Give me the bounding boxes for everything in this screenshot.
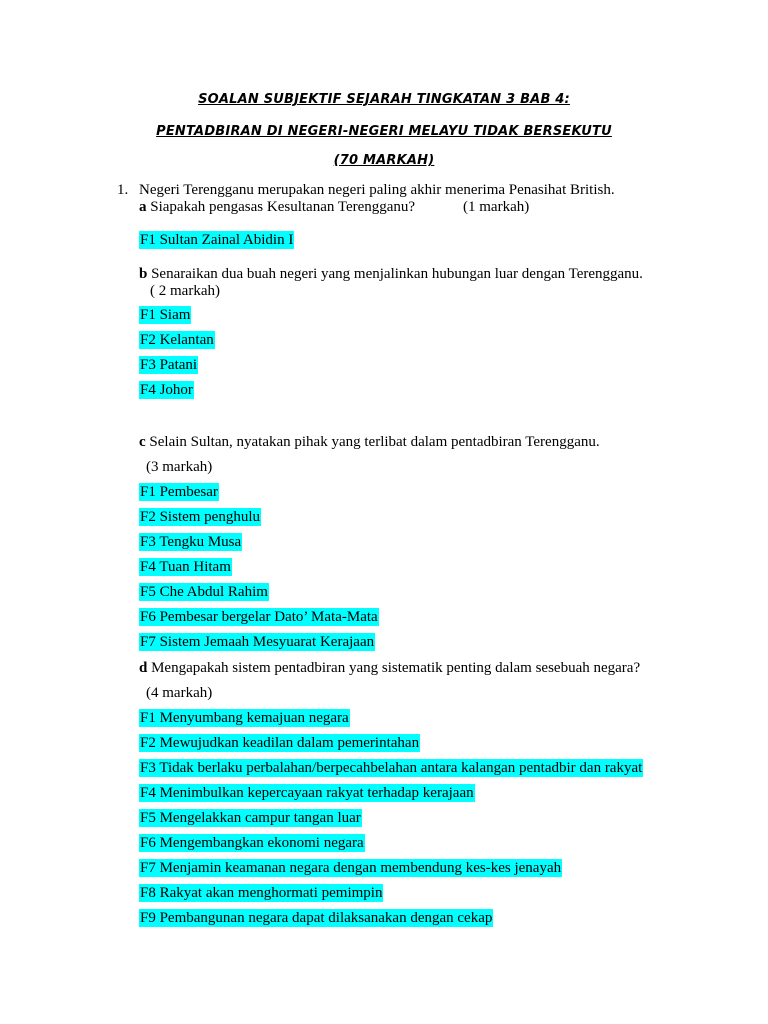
answer-b-2: F2 Kelantan: [140, 332, 214, 348]
answer-c-6: F6 Pembesar bergelar Dato’ Mata-Mata: [140, 609, 378, 625]
answer-d-4: F4 Menimbulkan kepercayaan rakyat terhadap kerajaan: [140, 785, 474, 801]
part-b-text: Senaraikan dua buah negeri yang menjalinkan hubungan luar dengan Terengganu.: [147, 266, 643, 282]
answer-d-2: F2 Mewujudkan keadilan dalam pemerintahan: [140, 735, 420, 751]
part-d-label: d: [139, 660, 148, 676]
answer-c-3: F3 Tengku Musa: [140, 534, 242, 550]
part-c-label: c: [139, 434, 146, 450]
answer-b-4: F4 Johor: [140, 382, 193, 398]
title-line-3: (70 MARKAH): [333, 153, 435, 168]
question-stem: Negeri Terengganu merupakan negeri paling akhir menerima Penasihat British.: [139, 182, 615, 198]
part-c-marks: (3 markah): [146, 459, 213, 475]
part-a-marks: (1 markah): [463, 199, 530, 215]
part-d-question: [139, 659, 640, 677]
part-a-label: a: [139, 199, 147, 215]
answer-d-1: F1 Menyumbang kemajuan negara: [140, 710, 349, 726]
part-b-marks: ( 2 markah): [150, 283, 220, 299]
answer-b-1: F1 Siam: [140, 307, 191, 323]
part-d-marks: (4 markah): [146, 685, 213, 701]
part-c-text: Selain Sultan, nyatakan pihak yang terlibat dalam pentadbiran Terengganu.: [145, 434, 600, 450]
answer-c-5: F5 Che Abdul Rahim: [140, 584, 268, 600]
answer-c-7: F7 Sistem Jemaah Mesyuarat Kerajaan: [140, 634, 375, 650]
part-d-text: Mengapakah sistem pentadbiran yang sistematik penting dalam sesebuah negara?: [147, 660, 641, 676]
answer-d-7: F7 Menjamin keamanan negara dengan membendung kes-kes jenayah: [140, 860, 562, 876]
answer-d-6: F6 Mengembangkan ekonomi negara: [140, 835, 364, 851]
title-line-2: PENTADBIRAN DI NEGERI-NEGERI MELAYU TIDAK BERSEKUTU: [156, 124, 612, 139]
answer-a-1: F1 Sultan Zainal Abidin I: [140, 232, 294, 248]
title-line-1: SOALAN SUBJEKTIF SEJARAH TINGKATAN 3 BAB 4:: [198, 92, 570, 107]
answer-d-5: F5 Mengelakkan campur tangan luar: [140, 810, 361, 826]
answer-c-4: F4 Tuan Hitam: [140, 559, 231, 575]
answer-d-9: F9 Pembangunan negara dapat dilaksanakan dengan cekap: [140, 910, 493, 926]
part-b-question: [139, 265, 643, 283]
answer-d-8: F8 Rakyat akan menghormati pemimpin: [140, 885, 383, 901]
answer-d-3: F3 Tidak berlaku perbalahan/berpecahbelahan antara kalangan pentadbir dan rakyat: [140, 760, 643, 776]
part-c-question: [139, 433, 600, 451]
part-b-label: b: [139, 266, 148, 282]
answer-c-2: F2 Sistem penghulu: [140, 509, 261, 525]
part-a-text: Siapakah pengasas Kesultanan Terengganu?: [146, 199, 416, 215]
question-number: 1.: [117, 182, 129, 198]
answer-c-1: F1 Pembesar: [140, 484, 218, 500]
part-a-question: [139, 198, 415, 216]
answer-b-3: F3 Patani: [140, 357, 198, 373]
